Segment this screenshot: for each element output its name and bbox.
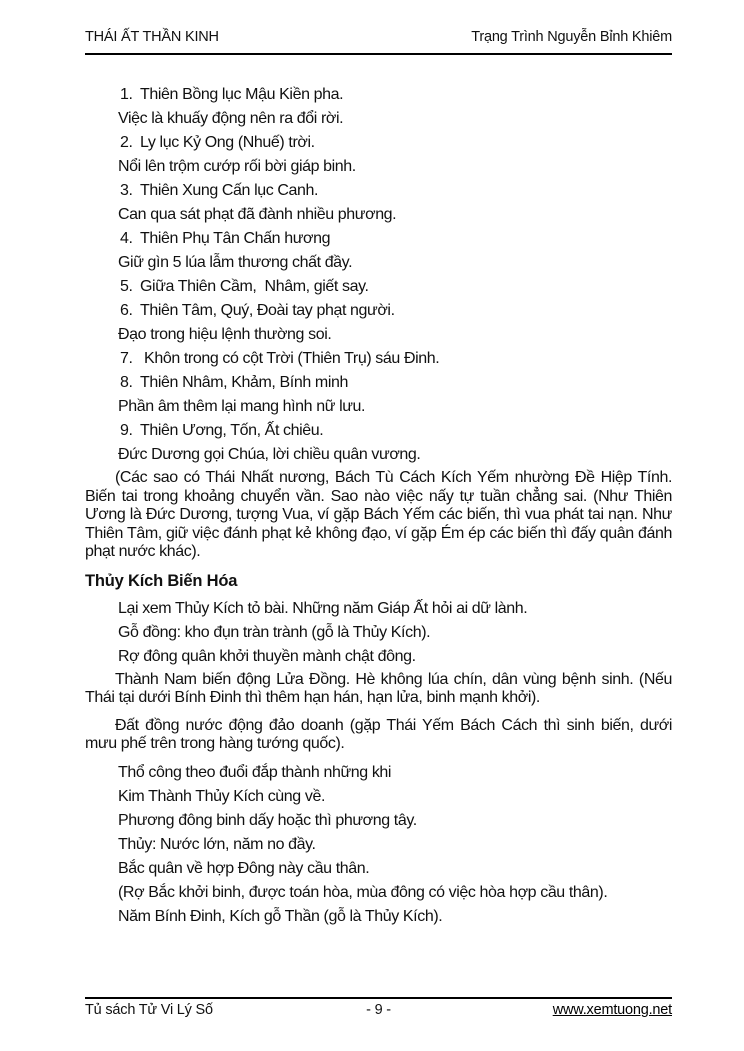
section-heading: Thủy Kích Biến Hóa <box>85 571 238 590</box>
verse-line: (Rợ Bắc khởi binh, được toán hòa, mùa đông có việc hòa hợp cầu thân). <box>118 883 608 901</box>
numbered-verse-line <box>85 301 672 320</box>
verse-text: Thiên Phụ Tân Chấn hương <box>140 230 331 247</box>
verse-line: Việc là khuấy động nên ra đổi rời. <box>118 110 344 127</box>
page-header <box>85 0 672 55</box>
footer-series-label: Tủ sách Tử Vi Lý Số <box>85 1002 213 1018</box>
verse-number: 3. <box>120 182 133 199</box>
verse-line: Phương đông binh dấy hoặc thì phương tây. <box>118 811 417 829</box>
verse-number: 6. <box>120 302 133 319</box>
verse-number: 7. <box>120 350 133 367</box>
verse-text: Thiên Bồng lục Mậu Kiền pha. <box>140 86 344 103</box>
verse-text: Ly lục Kỷ Ong (Nhuế) trời. <box>140 134 315 151</box>
numbered-verse-line <box>85 133 672 152</box>
verse-line: Thổ công theo đuổi đắp thành những khi <box>118 763 392 781</box>
verse-text: Giữa Thiên Cầm, Nhâm, giết say. <box>140 278 369 295</box>
paragraph: Đất đồng nước động đảo doanh (gặp Thái Yếm Bách Cách thì sinh biến, dưới mưu phế trên trong hàng tướng quốc). <box>85 716 672 752</box>
author-name: Trạng Trình Nguyễn Bỉnh Khiêm <box>471 29 672 45</box>
verse-number: 8. <box>120 374 133 391</box>
verse-line: Thủy: Nước lớn, năm no đầy. <box>118 835 316 853</box>
verse-line: Năm Bính Đinh, Kích gỗ Thần (gỗ là Thủy Kích). <box>118 907 443 925</box>
numbered-verse-line <box>85 277 672 296</box>
verse-line: Bắc quân về hợp Đông này cầu thân. <box>118 859 370 877</box>
verse-number: 5. <box>120 278 133 295</box>
verse-text: Thiên Xung Cấn lục Canh. <box>140 182 319 199</box>
paragraph: (Các sao có Thái Nhất nương, Bách Tù Cách Kích Yếm nhường Đề Hiệp Tính. Biến tai trong khoảng chuyển vần. Sao nào việc nấy tự tuần chẳng sai. (Như Thiên Ương là Đức Dương, tượng Vua, ví gặp Bách Yếm các biến, thì vua phát tai nạn. Như Thiên Tâm, giữ việc đánh phạt kẻ không đạo, ví gặp Ém ép các biến thì đấy quân đánh phạt nước khác). <box>85 469 672 560</box>
numbered-verse-line <box>85 373 672 392</box>
numbered-verse-line <box>85 421 672 440</box>
verse-number: 9. <box>120 422 133 439</box>
website-link[interactable]: www.xemtuong.net <box>552 1002 672 1018</box>
verse-line: Đạo trong hiệu lệnh thường soi. <box>118 326 332 343</box>
verse-line: Rợ đông quân khởi thuyền mành chật đông. <box>118 647 416 665</box>
verse-line: Đức Dương gọi Chúa, lời chiều quân vương. <box>118 446 421 463</box>
verse-text: Thiên Tâm, Quý, Đoài tay phạt người. <box>140 302 395 319</box>
verse-line: Giữ gìn 5 lúa lẫm thương chất đầy. <box>118 254 353 271</box>
verse-line: Phần âm thêm lại mang hình nữ lưu. <box>118 398 366 415</box>
verse-text: Thiên Ương, Tốn, Ất chiêu. <box>140 422 324 439</box>
book-title: THÁI ẤT THẦN KINH <box>85 29 219 45</box>
numbered-verse-line <box>85 229 672 248</box>
verse-line: Nổi lên trộm cướp rối bời giáp binh. <box>118 158 356 175</box>
paragraph: Thành Nam biến động Lửa Đồng. Hè không lúa chín, dân vùng bệnh sinh. (Nếu Thái tại dưới Bính Đinh thì thêm hạn hán, hạn lửa, binh mạnh khởi). <box>85 670 672 706</box>
numbered-verse-line <box>85 85 672 104</box>
verse-line: Lại xem Thủy Kích tỏ bài. Những năm Giáp Ất hỏi ai dữ lành. <box>118 599 528 617</box>
page-footer <box>85 997 672 1019</box>
verse-text: Khôn trong có cột Trời (Thiên Trụ) sáu Đinh. <box>140 350 440 367</box>
page-content-frame <box>85 0 672 1051</box>
verse-text: Thiên Nhâm, Khảm, Bính minh <box>140 374 348 391</box>
numbered-verse-line <box>85 181 672 200</box>
content-area <box>85 85 672 926</box>
verse-number: 4. <box>120 230 133 247</box>
numbered-verse-line <box>85 349 672 368</box>
verse-line: Kim Thành Thủy Kích cùng về. <box>118 787 325 805</box>
verse-number: 2. <box>120 134 133 151</box>
verse-number: 1. <box>120 86 133 103</box>
page-number: - 9 - <box>366 1002 391 1018</box>
verse-line: Gỗ đồng: kho đụn tràn trành (gỗ là Thủy Kích). <box>118 623 431 641</box>
verse-line: Can qua sát phạt đã đành nhiều phương. <box>118 206 397 223</box>
